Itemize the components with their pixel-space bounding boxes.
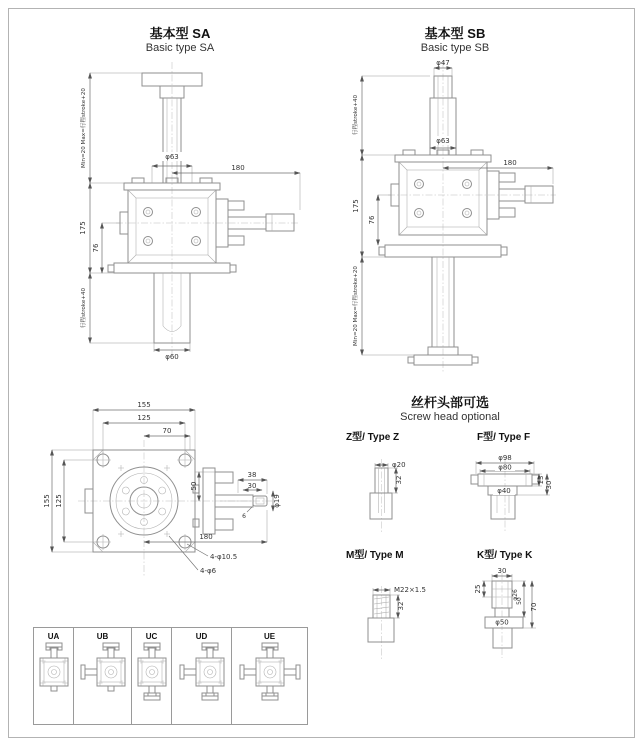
model-label: UD [195, 632, 208, 641]
dim-label: 30 [497, 567, 507, 575]
dim-label: 175 [352, 199, 360, 213]
model-label: UE [263, 632, 276, 641]
dim-label: φ98 [498, 454, 512, 462]
dim-label: 行程stroke+40 [81, 287, 87, 329]
dim-label: φ40 [497, 487, 511, 495]
dim-label: φ26 [512, 589, 519, 601]
sa-title-zh: 基本型 SA [149, 26, 211, 41]
type-f-drawing [468, 438, 618, 543]
dim-label: 32 [397, 601, 405, 611]
model-cell-ud [172, 628, 232, 724]
sb-title-en: Basic type SB [420, 41, 490, 54]
model-cell-ue [232, 628, 307, 724]
dim-label: 180 [199, 533, 213, 541]
model-variants-table [33, 627, 308, 725]
dim-label: 180 [503, 159, 517, 167]
dim-label: 38 [247, 471, 257, 479]
dim-label: φ20 [392, 461, 406, 469]
dim-label: 50 [516, 597, 523, 605]
screw-head-title-zh: 丝杆头部可选 [410, 395, 489, 410]
screw-head-title [345, 396, 555, 424]
type-z-drawing [352, 443, 467, 538]
dim-label: 70 [162, 427, 172, 435]
dim-label: M22×1.5 [394, 586, 426, 594]
dim-label: φ80 [498, 463, 512, 472]
dim-label: Min=20 Max=行程stroke+20 [353, 266, 359, 346]
dim-label: 180 [231, 164, 245, 172]
model-label: UC [145, 632, 158, 641]
model-cell-uc [132, 628, 172, 724]
model-ub-diagram [79, 641, 127, 703]
dim-label: 4-φ6 [200, 567, 217, 575]
dim-label: φ47 [436, 59, 450, 67]
dim-label: 76 [92, 243, 100, 253]
dim-label: φ60 [165, 353, 179, 361]
top-view-drawing [40, 390, 315, 630]
sb-title-zh: 基本型 SB [424, 26, 486, 41]
dim-label: 6 [242, 513, 246, 520]
dim-label: Min=20 Max=行程stroke+20 [81, 88, 87, 168]
model-cell-ua [34, 628, 74, 724]
dim-label: 25 [474, 584, 482, 594]
dim-label: 4-φ10.5 [210, 553, 238, 561]
type-m-label: M型/ Type M [346, 550, 404, 561]
model-ua-diagram [36, 641, 72, 703]
screw-head-title-en: Screw head optional [400, 410, 500, 423]
dim-label: 175 [79, 221, 87, 235]
dim-label: 30 [545, 480, 553, 490]
dim-label: 76 [368, 215, 376, 225]
type-f-label: F型/ Type F [477, 432, 531, 443]
type-k-drawing [468, 553, 608, 668]
sb-drawing [348, 58, 603, 378]
dim-label: 125 [137, 414, 151, 422]
sa-title [80, 27, 280, 55]
dim-label: 125 [55, 494, 63, 508]
sb-title [355, 27, 555, 55]
dim-label: 32 [395, 475, 403, 485]
dim-label: 30 [247, 482, 257, 490]
dim-label: 155 [43, 494, 51, 508]
sa-title-en: Basic type SA [145, 41, 215, 54]
model-label: UA [47, 632, 60, 641]
model-cell-ub [74, 628, 132, 724]
dim-label: φ63 [165, 153, 179, 161]
type-z-label: Z型/ Type Z [346, 432, 400, 443]
dim-label: 70 [530, 602, 538, 612]
dim-label: 13 [537, 475, 545, 485]
model-uc-diagram [134, 641, 170, 703]
dim-label: φ19 [273, 494, 281, 508]
model-label: UB [96, 632, 109, 641]
model-ud-diagram [178, 641, 226, 703]
dim-label: φ63 [436, 137, 450, 145]
type-m-drawing [352, 572, 472, 667]
dim-label: φ50 [495, 618, 509, 627]
type-k-label: K型/ Type K [477, 550, 533, 561]
dim-label: 155 [137, 401, 151, 409]
model-ue-diagram [238, 641, 302, 703]
dim-label: 行程stroke+40 [353, 94, 359, 136]
dim-label: 50 [190, 481, 198, 491]
sa-drawing [60, 58, 315, 363]
